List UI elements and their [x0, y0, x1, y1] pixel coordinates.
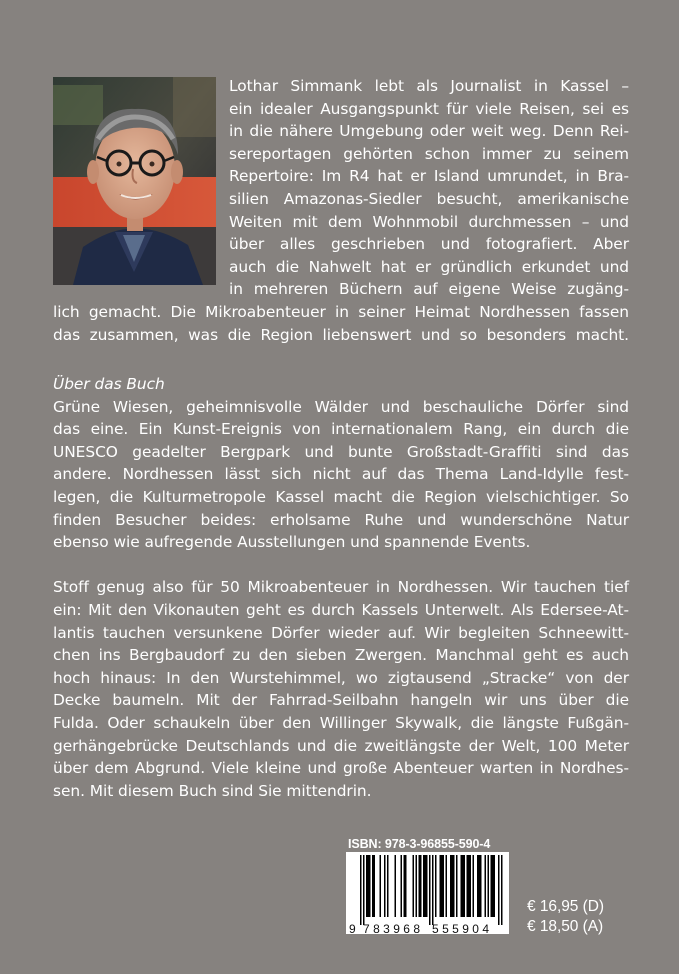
barcode-bar: [363, 855, 365, 925]
paragraph-line: lantis tauchen versunkene Dörfer wieder auf. Wir begleiten Schneewitt-: [53, 623, 629, 642]
paragraph-line: sen. Mit diesem Buch sind Sie mittendrin.: [53, 781, 372, 800]
isbn-label: ISBN: 978-3-96855-590-4: [348, 837, 491, 851]
barcode-bar: [464, 855, 466, 917]
bio-line: sereportagen gehörten schon immer zu seinem: [229, 144, 629, 163]
barcode-bar: [446, 855, 448, 917]
barcode-bar: [366, 855, 368, 917]
paragraph-line: ebenso wie aufregende Ausstellungen und spannende Events.: [53, 533, 531, 552]
bio-line: ein idealer Ausgangspunkt für viele Reisen, sei es: [229, 99, 629, 118]
author-photo: [53, 77, 216, 285]
barcode-bar: [380, 855, 382, 917]
barcode-bar: [441, 855, 443, 917]
barcode-bar: [479, 855, 481, 917]
barcode-bar: [360, 855, 362, 925]
about-book-heading: Über das Buch: [53, 375, 165, 393]
bio-line: über alles geschrieben und fotografiert. Aber: [229, 235, 629, 254]
bio-line: in mehreren Büchern auf eigene Weise zugäng-: [229, 280, 629, 299]
barcode-bar: [369, 855, 371, 917]
isbn-barcode: [346, 852, 509, 934]
barcode-bar: [488, 855, 490, 917]
barcode-bar: [498, 855, 500, 925]
barcode-bar: [404, 855, 406, 917]
barcode-bar: [419, 855, 421, 917]
bio-line: Lothar Simmank lebt als Journalist in Kassel –: [229, 77, 629, 95]
barcode-bar: [452, 855, 454, 917]
barcode-bar: [461, 855, 463, 917]
paragraph-line: UNESCO geadelter Bergpark und bunte Großstadt-Graffiti sind das: [53, 442, 629, 461]
paragraph-line: andere. Nordhessen lässt sich nicht auf das Thema Land-Idylle fest-: [53, 465, 629, 484]
bio-line: auch die Nahwelt hat er gründlich erkundet und: [229, 257, 629, 276]
barcode-bar: [453, 855, 455, 917]
barcode-bar: [462, 855, 464, 917]
paragraph-line: Stoff genug also für 50 Mikroabenteuer in Nordhessen. Wir tauchen tief: [53, 578, 629, 597]
barcode-group-left: 783968: [363, 922, 424, 936]
paragraph-line: über dem Abgrund. Viele kleine und große Abenteuer warten in Nordhes-: [53, 759, 629, 778]
barcode-bar: [480, 855, 482, 917]
barcode-bar: [423, 855, 425, 917]
barcode-bar: [368, 855, 370, 917]
price-austria: € 18,50 (A): [527, 918, 604, 935]
barcode-bar: [384, 855, 386, 917]
barcode-bar: [413, 855, 415, 917]
barcode-bar: [450, 855, 452, 917]
barcode-bar: [405, 855, 407, 917]
barcode-bar: [443, 855, 445, 917]
barcode-bar: [429, 855, 431, 925]
barcode-bar: [374, 855, 376, 917]
book-description-paragraph-2: [53, 576, 629, 802]
barcode-bar: [420, 855, 422, 917]
barcode-bar: [491, 855, 493, 917]
paragraph-line: Decke baumeln. Mit der Fahrrad-Seilbahn hangeln wir uns über die: [53, 691, 629, 710]
barcode-first-digit: 9: [349, 922, 356, 936]
barcode-bar: [456, 855, 458, 917]
paragraph-line: das eine. Ein Kunst-Ereignis von internationalem Rang, ein durch die: [53, 420, 629, 439]
barcode-bar: [416, 855, 418, 917]
barcode-digits: [346, 916, 509, 934]
about-book-section: [53, 373, 629, 802]
price-germany: € 16,95 (D): [527, 898, 604, 915]
barcode-bar: [435, 855, 437, 917]
bio-line: in die nähere Umgebung oder weit weg. Denn Rei-: [229, 122, 629, 141]
barcode-bar: [467, 855, 469, 917]
paragraph-line: legen, die Kulturmetropole Kassel macht die Region vielschichtiger. So: [53, 487, 629, 506]
barcode-group-right: 555904: [432, 922, 493, 936]
barcode-bar: [395, 855, 397, 917]
paragraph-line: Grüne Wiesen, geheimnisvolle Wälder und beschauliche Dörfer sind: [53, 397, 629, 416]
bio-line: Repertoire: Im R4 hat er Island umrundet, in Bra-: [229, 167, 629, 186]
paragraph-line: chen ins Bergbaudorf zu den sieben Zwergen. Manchmal geht es auch: [53, 646, 629, 665]
author-bio-section: [53, 75, 629, 346]
paragraph-line: hoch hinaus: In den Wurstehimmel, wo zigtausend „Stracke“ von der: [53, 668, 629, 687]
author-portrait-image: [53, 77, 216, 285]
barcode-bar: [425, 855, 427, 917]
barcode-bar: [387, 855, 389, 917]
book-description-paragraph-1: [53, 396, 629, 554]
barcode-bar: [372, 855, 374, 917]
paragraph-line: gerhängebrücke Deutschlands und die zweitlängste der Welt, 100 Meter: [53, 736, 629, 755]
barcode-bar: [401, 855, 403, 917]
barcode-bar: [485, 855, 487, 917]
barcode-bar: [477, 855, 479, 917]
paragraph-line: finden Besucher beides: erholsame Ruhe und wunderschöne Natur: [53, 510, 629, 529]
barcode-bar: [432, 855, 434, 925]
barcode-bar: [473, 855, 475, 917]
paragraph-line: ein: Mit den Vikonauten geht es durch Kassels Unterwelt. Als Edersee-At-: [53, 600, 629, 619]
barcode-bar: [440, 855, 442, 917]
barcode-bar: [426, 855, 428, 917]
barcode-bar: [494, 855, 496, 917]
barcode-bar: [470, 855, 472, 917]
barcode-bar: [468, 855, 470, 917]
bio-line: silien Amazonas-Siedler besucht, amerikanische: [229, 189, 629, 208]
bio-line: Weiten mit dem Wohnmobil durchmessen – und: [229, 212, 629, 231]
barcode-bar: [492, 855, 494, 917]
bio-line: das zusammen, was die Region liebenswert und so besonders macht.: [53, 325, 629, 344]
bio-line: lich gemacht. Die Mikroabenteuer in seiner Heimat Nordhessen fassen: [53, 302, 629, 321]
paragraph-line: Fulda. Oder schaukeln über den Willinger Skywalk, die längste Fußgän-: [53, 713, 629, 732]
barcode-bar: [501, 855, 503, 925]
